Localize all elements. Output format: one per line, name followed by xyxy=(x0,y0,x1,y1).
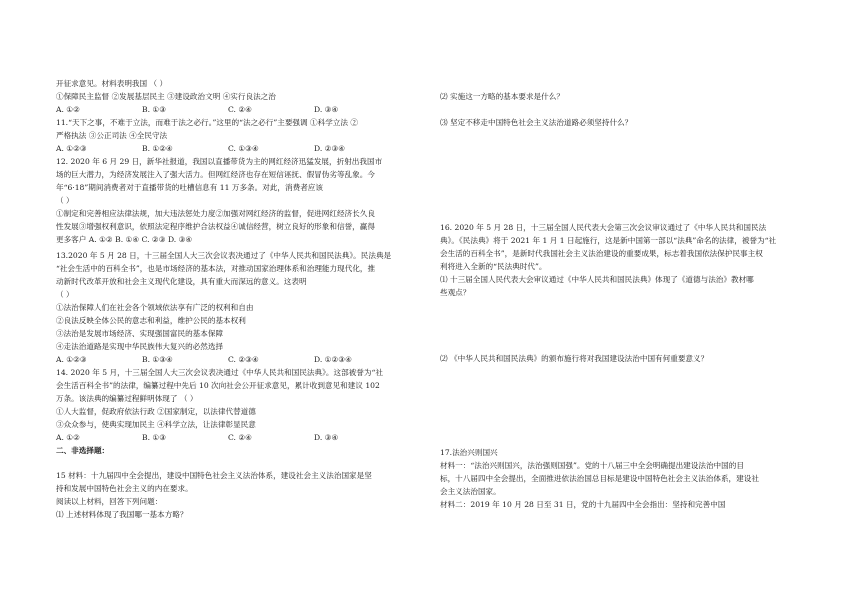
option-c: C. ①③④ xyxy=(228,144,259,153)
text-line: （ ） xyxy=(56,196,74,205)
text-line: ①保障民主监督 ②发展基层民主 ③建设政治文明 ④实行良法之治 xyxy=(56,92,276,101)
text-line: 持和发展中国特色社会主义的内在要求。 xyxy=(56,484,193,493)
text-line: 会主义法治国家。 xyxy=(440,487,501,496)
text-line: 典》。《民法典》将于 2021 年 1 月 1 日起施行，这是新中国第一部以“法典”命名的法律，被誉为“社 xyxy=(440,236,777,245)
answer-options xyxy=(56,104,400,115)
text-line: ⑵ 《中华人民共和国民法典》的颁布施行将对我国建设法治中国有何重要意义？ xyxy=(440,354,709,363)
option-a: A. ①②③ xyxy=(56,355,87,364)
option-d: D. ②③④ xyxy=(314,144,346,153)
option-c: C. ②④ xyxy=(228,433,252,442)
text-line: ①法治保障人们在社会各个领域依法享有广泛的权利和自由 xyxy=(56,303,254,312)
text-line: 17.法治兴则国兴 xyxy=(440,448,498,457)
option-d: D. ③④ xyxy=(314,433,339,442)
answer-options xyxy=(56,432,400,443)
text-line: 材料二：2019 年 10 月 28 日至 31 日，党的十九届四中全会指出：坚持和完善中国 xyxy=(440,500,726,509)
text-line: 更多客户 A. ①② B. ①④ C. ②③ D. ③④ xyxy=(56,235,193,244)
option-b: B. ①③④ xyxy=(142,355,173,364)
text-line: ⑴ 上述材料体现了我国哪一基本方略？ xyxy=(56,510,188,519)
text-line: “社会生活中的百科全书”，也是市场经济的基本法，对推动国家治理体系和治理能力现代化，推 xyxy=(56,264,376,273)
text-line: 标，十八届四中全会提出，全面推进依法治国总目标是建设中国特色社会主义法治体系，建设社 xyxy=(440,474,759,483)
text-line: 15 材料：十九届四中全会提出，建设中国特色社会主义法治体系，建设社会主义法治国家是坚 xyxy=(56,471,372,480)
text-line: 些观点？ xyxy=(440,288,471,297)
text-line: 年“6·18”期间消费者对于直播带货的吐槽信息有 11 万多条。对此，消费者应该 xyxy=(56,183,323,192)
text-line: 13.2020 年 5 月 28 日，十三届全国人大三次会议表决通过了《中华人民共和国民法典》。民法典是 xyxy=(56,251,392,260)
text-line: 12. 2020 年 6 月 29 日，新华社报道，我国以直播带货为主的网红经济迅猛发展，折射出我国市 xyxy=(56,157,383,166)
text-line: ⑶ 坚定不移走中国特色社会主义法治道路必须坚持什么？ xyxy=(440,118,633,127)
option-a: A. ①② xyxy=(56,105,80,114)
text-line: ③法治是发展市场经济、实现强国富民的基本保障 xyxy=(56,329,224,338)
text-line: ②良法反映全体公民的意志和利益，维护公民的基本权利 xyxy=(56,316,246,325)
text-line: 严格执法 ③公正司法 ④全民守法 xyxy=(56,131,168,140)
text-line: 16. 2020 年 5 月 28 日，十三届全国人民代表大会第三次会议审议通过了《中华人民共和国民法 xyxy=(440,223,767,232)
option-d: D. ①②③④ xyxy=(314,355,352,364)
text-line: 11.“天下之事，不难于立法，而难于法之必行。”这里的“法之必行”主要强调 ①科学立法 ② xyxy=(56,118,359,127)
option-a: A. ①②③ xyxy=(56,144,87,153)
text-line: ③众众参与，使典实现加民主 ④科学立法，让法律彰显民意 xyxy=(56,420,256,429)
answer-options xyxy=(56,354,400,365)
option-b: B. ①②④ xyxy=(142,144,173,153)
option-d: D. ③④ xyxy=(314,105,339,114)
option-c: C. ②④ xyxy=(228,105,252,114)
text-line: ④走法治道路是实现中华民族伟大复兴的必然选择 xyxy=(56,342,224,351)
text-line: ①制定和完善相应法律法规，加大违法惩处力度②加强对网红经济的监督，促进网红经济长久良 xyxy=(56,209,375,218)
text-line: 材料一：“法治兴则国兴，法治强则国强”。党的十八届三中全会明确提出建设法治中国的目 xyxy=(440,461,744,470)
answer-options xyxy=(56,143,400,154)
text-line: （ ） xyxy=(56,290,74,299)
text-line: 会生活百科全书”的法律，编纂过程中先后 10 次向社会公开征求意见，累计收到意见和建议 102 xyxy=(56,381,380,390)
text-line: 会生活的百科全书”，是新时代我国社会主义法治建设的重要成果，标志着我国依法保护民事主权 xyxy=(440,249,763,258)
text-line: 14. 2020 年 5 月，十三届全国人大三次会议表决通过《中华人民共和国民法典》。这部被誉为“社 xyxy=(56,368,383,377)
text-line: ⑵ 实施这一方略的基本要求是什么？ xyxy=(440,92,564,101)
option-b: B. ①③ xyxy=(142,105,167,114)
option-c: C. ②③④ xyxy=(228,355,259,364)
text-line: ⑴ 十三届全国人民代表大会审议通过《中华人民共和国民法典》体现了《道德与法治》教材哪 xyxy=(440,275,754,284)
text-line: 动新时代改革开放和社会主义现代化建设，具有重大而深远的意义。这表明 xyxy=(56,277,307,286)
text-line: 性发展③增强权利意识，依照法定程序维护合法权益④诚信经营，树立良好的形象和信誉，赢得 xyxy=(56,222,375,231)
text-line: 场的巨大潜力，为经济发展注入了强大活力。但网红经济也存在短信诬抚、假冒伪劣等乱象。今 xyxy=(56,170,375,179)
text-line: ①人大监督，促政府依法行政 ②国家制定，以法律代替道德 xyxy=(56,407,256,416)
section-heading: 二、非选择题： xyxy=(56,446,110,455)
text-line: 万条。该法典的编纂过程鲜明体现了 （ ） xyxy=(56,394,198,403)
text-line: 利将进入全新的“民法典时代”。 xyxy=(440,262,547,271)
option-a: A. ①② xyxy=(56,433,80,442)
text-line: 开征求意见。材料表明我国 （ ） xyxy=(56,79,168,88)
text-line: 阅读以上材料，回答下列问题： xyxy=(56,497,163,506)
option-b: B. ①③ xyxy=(142,433,167,442)
